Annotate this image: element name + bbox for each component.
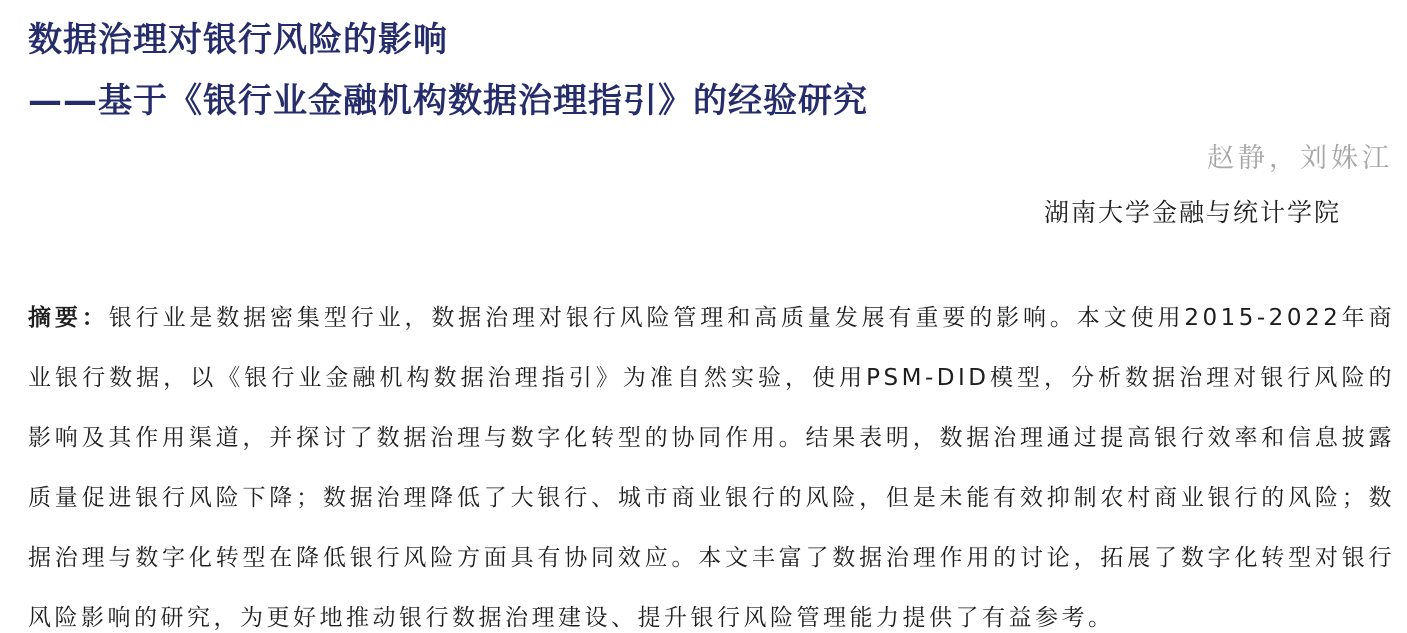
abstract-text: 银行业是数据密集型行业，数据治理对银行风险管理和高质量发展有重要的影响。本文使用2015-2022年商业银行数据，以《银行业金融机构数据治理指引》为准自然实验，使用PSM-DID模型，分析数据治理对银行风险的影响及其作用渠道，并探讨了数据治理与数字化转型的协同作用。结果表明，数据治理通过提高银行效率和信息披露质量促进银行风险下降；数据治理降低了大银行、城市商业银行的风险，但是未能有效抑制农村商业银行的风险；数据治理与数字化转型在降低银行风险方面具有协同效应。本文丰富了数据治理作用的讨论，拓展了数字化转型对银行风险影响的研究，为更好地推动银行数据治理建设、提升银行风险管理能力提供了有益参考。 xyxy=(28,305,1396,631)
paper-title-line-2: ——基于《银行业金融机构数据治理指引》的经验研究 xyxy=(28,81,868,121)
paper-authors: 赵静，刘姝江 xyxy=(1207,143,1393,174)
paper-abstract xyxy=(28,288,1395,633)
abstract-label: 摘要： xyxy=(28,305,109,331)
paper-affiliation: 湖南大学金融与统计学院 xyxy=(1043,198,1341,227)
paper-title xyxy=(28,10,1387,132)
paper-title-line-1: 数据治理对银行风险的影响 xyxy=(28,20,448,60)
